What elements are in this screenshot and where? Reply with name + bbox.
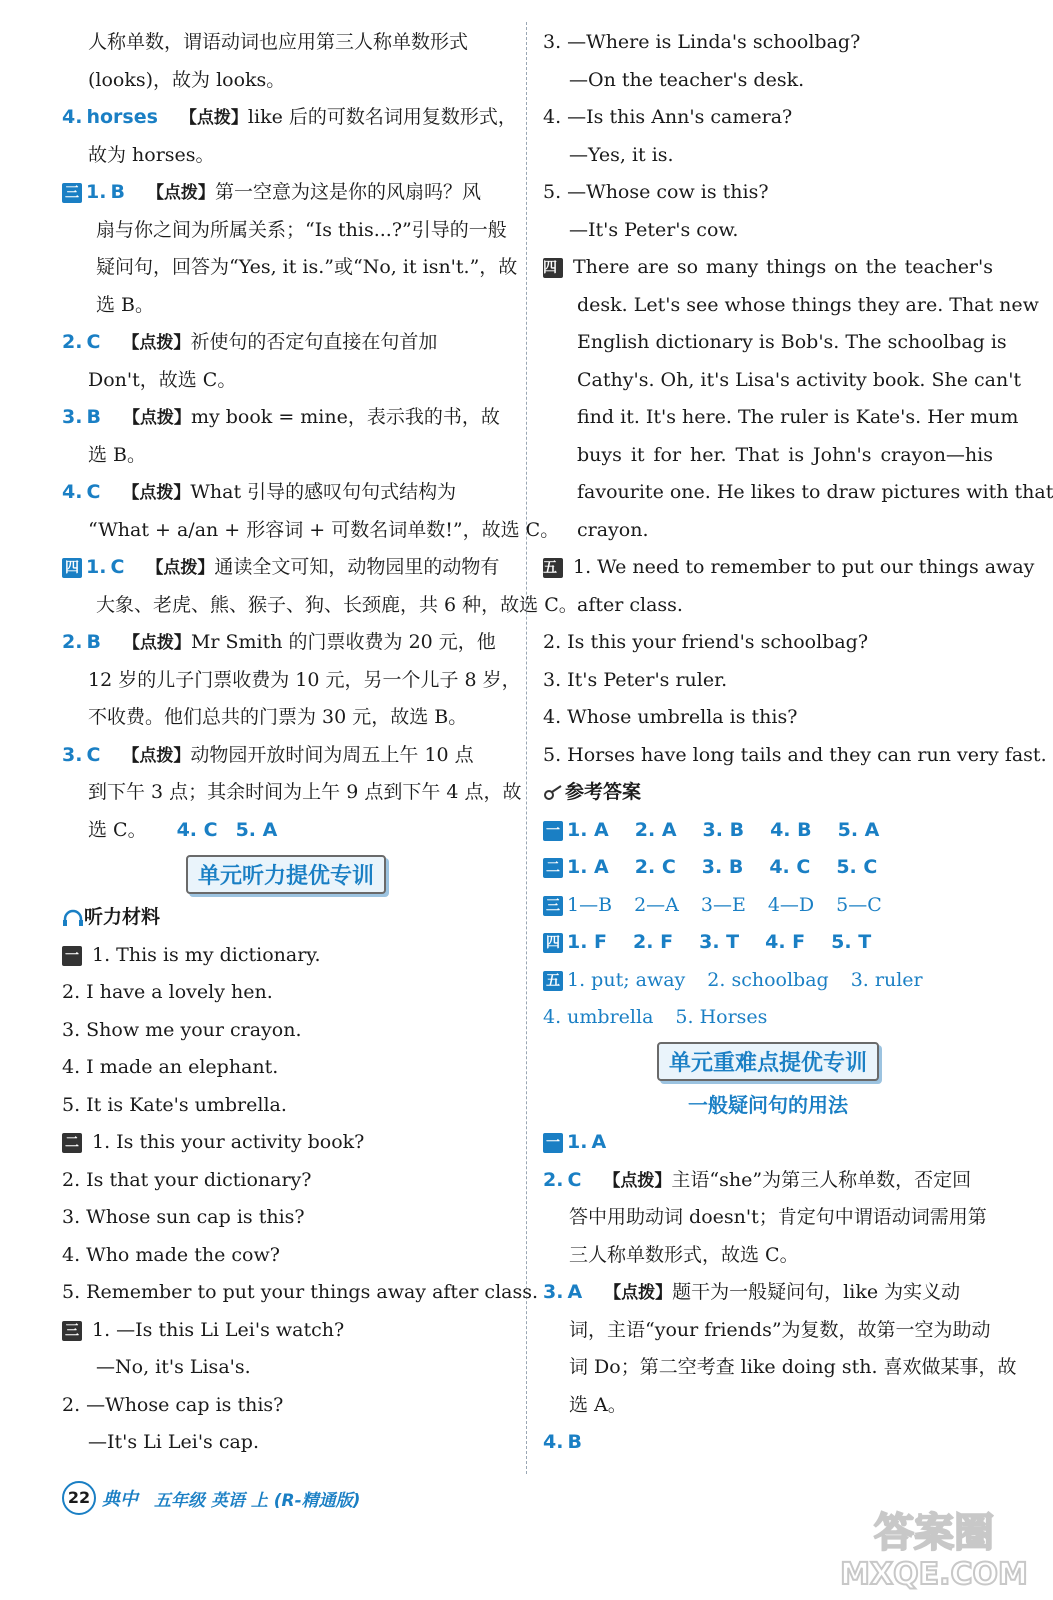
question-number: 1. [86, 181, 107, 203]
line-text: crayon. [577, 518, 649, 541]
line-text: 2. Is this your friend's schoolbag? [543, 631, 869, 653]
listening-line [543, 324, 1007, 362]
text-line [543, 1349, 1017, 1387]
listening-line [543, 624, 993, 662]
line-text: —Yes, it is. [569, 143, 674, 166]
line-text: 1. We need to remember to put our things away [573, 556, 1035, 578]
key-icon [543, 785, 565, 801]
section-banner: 单元听力提优专训 [186, 855, 386, 894]
text-line [543, 1124, 993, 1162]
section-badge: 五 [543, 971, 563, 991]
line-text: 3. Show me your crayon. [62, 1018, 302, 1041]
listening-line [62, 1049, 510, 1087]
line-text: What 引导的感叹句句式结构为 [190, 481, 457, 503]
section-badge: 三 [62, 183, 82, 203]
answer-row [543, 999, 993, 1037]
section-badge: 一 [543, 821, 563, 841]
question-number: 4. [543, 1431, 564, 1453]
answer-row [543, 962, 993, 1000]
line-text: 5. Horses have long tails and they can run very fast. [543, 743, 1047, 766]
line-text: 2. —Whose cap is this? [62, 1393, 284, 1416]
listening-line [62, 1124, 510, 1162]
listening-line [62, 1087, 510, 1125]
left-column [62, 24, 578, 1462]
listening-line [62, 937, 510, 975]
line-text: favourite one. He likes to draw pictures with that [577, 481, 1053, 503]
section-badge: 二 [62, 1133, 82, 1153]
listening-line [543, 474, 1053, 512]
line-text: 词 Do；第二空考查 like doing sth. 喜欢做某事，故 [569, 1356, 1017, 1378]
line-text: —It's Peter's cow. [569, 218, 739, 241]
line-text: 扇与你之间为所属关系；“Is this...?”引导的一般 [96, 218, 507, 241]
listening-line [62, 1162, 510, 1200]
line-text: “What + a/an + 形容词 + 可数名词单数!”，故选 C。 [88, 518, 560, 541]
answer-letter: A [591, 1131, 607, 1153]
line-text: my book = mine，表示我的书，故 [190, 406, 500, 428]
line-text: buys it for her. That is John's crayon—his [577, 443, 993, 466]
tip-label: 【点拨】 [604, 1283, 673, 1303]
answer-row [543, 812, 993, 850]
text-line [62, 812, 510, 850]
answer-item: 4. B [770, 818, 812, 841]
listening-line [543, 662, 993, 700]
watermark-top: 答案圈 [874, 1510, 994, 1556]
answer-item: 2. C [634, 856, 676, 878]
text-line [62, 324, 510, 362]
line-text: 词，主语“your friends”为复数，故第一空为助动 [569, 1318, 991, 1341]
tip-label: 【点拨】 [603, 1170, 672, 1191]
section-badge: 三 [543, 896, 563, 916]
listening-line [62, 1012, 510, 1050]
question-number: 1. [86, 556, 107, 578]
listening-line [543, 99, 993, 137]
watermark-logo [839, 1504, 1029, 1592]
line-text: 选 C。 [88, 818, 147, 841]
listening-title: 听力材料 [84, 906, 161, 928]
answer-row [543, 924, 993, 962]
answer-item: 1. F [567, 931, 608, 953]
line-text: —On the teacher's desk. [569, 68, 805, 91]
tip-label: 【点拨】 [122, 333, 191, 353]
line-text: 3. Whose sun cap is this? [62, 1206, 305, 1228]
listening-line [543, 174, 993, 212]
line-text: Mr Smith 的门票收费为 20 元，他 [190, 631, 496, 653]
line-text: 1. This is my dictionary. [92, 943, 321, 966]
answer-item: 3. B [702, 818, 745, 841]
tip-label: 【点拨】 [122, 408, 191, 428]
line-text: 3. It's Peter's ruler. [543, 668, 728, 691]
answer-item: 2. F [633, 931, 674, 953]
answer-letter: C [110, 556, 125, 578]
listening-line [62, 1274, 539, 1312]
line-text: 4. Whose umbrella is this? [543, 706, 798, 728]
answers-heading [543, 774, 993, 812]
listening-heading [62, 899, 510, 937]
listening-line [62, 974, 510, 1012]
line-text: 选 B。 [88, 443, 147, 466]
text-line [62, 24, 510, 62]
section-badge: 三 [62, 1321, 82, 1341]
answer-item: 4. C [769, 856, 811, 878]
answer-item: 2. A [634, 818, 677, 841]
line-text: 通读全文可知，动物园里的动物有 [214, 556, 500, 578]
answer-letter: C [86, 743, 101, 766]
text-line [62, 99, 517, 137]
line-text: 12 岁的儿子门票收费为 10 元，另一个儿子 8 岁， [88, 668, 521, 691]
book-title: 五年级 英语 上 (R-精通版) [154, 1490, 361, 1511]
section-badge: 四 [62, 558, 82, 578]
tip-label: 【点拨】 [122, 483, 191, 503]
text-line [62, 287, 510, 325]
listening-line [543, 137, 993, 175]
answer-item: 5. T [831, 931, 872, 953]
question-number: 2. [543, 1168, 564, 1191]
text-line [62, 62, 510, 100]
listening-line [543, 24, 993, 62]
listening-line [543, 437, 993, 475]
text-line [543, 1237, 993, 1275]
tip-label: 【点拨】 [146, 183, 215, 203]
tip-label: 【点拨】 [179, 108, 248, 128]
line-text: 2. I have a lovely hen. [62, 981, 273, 1003]
line-text: 选 B。 [96, 293, 155, 316]
answer-row [543, 887, 993, 925]
text-line [543, 1199, 993, 1237]
page-number: 22 [62, 1481, 96, 1515]
answer-item: 1. A [567, 818, 609, 841]
answer-item: 3—E [700, 893, 746, 916]
section-subtitle: 一般疑问句的用法 [688, 1092, 848, 1117]
text-line [62, 362, 510, 400]
text-line [62, 137, 510, 175]
answer-letter: C [86, 331, 101, 353]
text-line [543, 1387, 993, 1425]
section-badge: 四 [543, 258, 563, 278]
question-number: 3. [62, 406, 83, 428]
right-column [543, 24, 1053, 1462]
listening-line [62, 1199, 510, 1237]
section-badge: 一 [543, 1133, 563, 1153]
section-banner-wrap [62, 849, 510, 899]
answer-item: 4—D [767, 893, 815, 916]
listening-line [543, 362, 1022, 400]
listening-line [543, 737, 1047, 775]
text-line [543, 1424, 993, 1462]
section-badge: 一 [62, 946, 82, 966]
question-number: 2. [62, 631, 83, 653]
text-line [62, 174, 510, 212]
answers-title: 参考答案 [565, 781, 642, 803]
line-text: 动物园开放时间为周五上午 10 点 [190, 743, 474, 766]
line-text: after class. [577, 593, 683, 616]
section-badge: 二 [543, 858, 563, 878]
text-line [543, 1274, 993, 1312]
answer-item: 3. ruler [850, 968, 923, 991]
text-line [62, 737, 510, 775]
line-text: 三人称单数形式，故选 C。 [569, 1243, 799, 1266]
line-text: 主语“she”为第三人称单数，否定回 [671, 1168, 972, 1191]
line-text: desk. Let's see whose things they are. That new [577, 293, 1039, 316]
question-number: 2. [62, 331, 83, 353]
listening-line [62, 1424, 510, 1462]
watermark-bottom: MXQE.COM [840, 1557, 1028, 1592]
line-text: 第一空意为这是你的风扇吗？风 [214, 181, 481, 203]
listening-line [543, 62, 993, 100]
page-footer [62, 1480, 360, 1516]
question-number: 4. [62, 106, 83, 128]
line-text: find it. It's here. The ruler is Kate's. Her mum [577, 406, 1019, 428]
tip-label: 【点拨】 [122, 745, 191, 766]
listening-line [62, 1349, 510, 1387]
answer-item: 2—A [634, 893, 679, 916]
answer-item: 1. put; away [567, 968, 686, 991]
line-text: There are so many things on the teacher's [573, 256, 993, 278]
line-text: 大象、老虎、熊、猴子、狗、长颈鹿，共 6 种，故选 C。 [96, 593, 578, 616]
line-text: 1. —Is this Li Lei's watch? [92, 1318, 345, 1341]
line-text: 1. Is this your activity book? [92, 1131, 365, 1153]
listening-line [62, 1237, 510, 1275]
line-text: (looks)，故为 looks。 [88, 68, 286, 91]
text-line [62, 212, 510, 250]
listening-line [62, 1312, 510, 1350]
answer-item: 5. Horses [675, 1006, 768, 1028]
brand-logo: 典中 [102, 1489, 138, 1510]
line-text: 3. —Where is Linda's schoolbag? [543, 31, 861, 53]
listening-line [543, 512, 993, 550]
extra-answer: 4. C [176, 818, 218, 841]
text-line [62, 249, 518, 287]
line-text: English dictionary is Bob's. The schoolbag is [577, 331, 1007, 353]
line-text: 题干为一般疑问句，like 为实义动 [672, 1281, 961, 1303]
section-banner-2: 单元重难点提优专训 [657, 1042, 879, 1081]
question-number: 4. [62, 481, 83, 503]
answer-item: 4. F [765, 931, 806, 953]
text-line [62, 399, 510, 437]
answer-letter: B [86, 406, 101, 428]
line-text: 选 A。 [569, 1393, 627, 1416]
section-badge: 四 [543, 933, 563, 953]
question-number: 3. [543, 1281, 564, 1303]
text-line [62, 437, 510, 475]
line-text: like 后的可数名词用复数形式， [247, 106, 517, 128]
answer-letter: B [567, 1431, 582, 1453]
column-divider [526, 22, 527, 1474]
answer-letter: horses [86, 106, 158, 128]
listening-line [62, 1387, 510, 1425]
answer-item: 1—B [567, 893, 613, 916]
headphones-icon [62, 910, 84, 926]
listening-line [543, 212, 993, 250]
text-line [543, 1162, 993, 1200]
listening-line [543, 587, 993, 625]
listening-line [543, 399, 1019, 437]
answer-row [543, 849, 993, 887]
line-text: 祈使句的否定句直接在句首加 [190, 331, 438, 353]
line-text: 答中用助动词 doesn't；肯定句中谓语动词需用第 [569, 1206, 987, 1228]
line-text: 到下午 3 点；其余时间为上午 9 点到下午 4 点，故 [88, 781, 522, 803]
text-line [62, 549, 510, 587]
answer-item: 5. A [837, 818, 880, 841]
text-line [62, 512, 560, 550]
line-text: 故为 horses。 [88, 143, 215, 166]
answer-item: 1. A [567, 856, 609, 878]
answer-letter: C [567, 1168, 582, 1191]
answer-item: 5—C [836, 893, 882, 916]
listening-line [543, 287, 1039, 325]
text-line [62, 774, 522, 812]
line-text: 5. Remember to put your things away after class. [62, 1281, 539, 1303]
line-text: 2. Is that your dictionary? [62, 1168, 312, 1191]
listening-line [543, 549, 1035, 587]
listening-line [543, 249, 993, 287]
line-text: 不收费。他们总共的门票为 30 元，故选 B。 [88, 706, 468, 728]
line-text: Don't，故选 C。 [88, 368, 237, 391]
answer-item: 3. T [699, 931, 740, 953]
tip-label: 【点拨】 [146, 558, 215, 578]
section-banner-2-wrap [543, 1037, 993, 1087]
line-text: 5. It is Kate's umbrella. [62, 1093, 287, 1116]
line-text: 5. —Whose cow is this? [543, 181, 769, 203]
tip-label: 【点拨】 [122, 633, 191, 653]
listening-line [543, 699, 993, 737]
line-text: 4. —Is this Ann's camera? [543, 106, 793, 128]
section-badge: 五 [543, 558, 563, 578]
text-line [62, 662, 521, 700]
line-text: 疑问句，回答为“Yes, it is.”或“No, it isn't.”，故 [96, 256, 518, 278]
line-text: —No, it's Lisa's. [96, 1356, 251, 1378]
answer-item: 5. C [836, 856, 878, 878]
text-line [543, 1312, 993, 1350]
line-text: —It's Li Lei's cap. [88, 1431, 260, 1453]
text-line [62, 624, 510, 662]
answer-item: 3. B [701, 856, 744, 878]
line-text: 人称单数，谓语动词也应用第三人称单数形式 [88, 31, 469, 53]
answer-letter: C [86, 481, 101, 503]
line-text: 4. I made an elephant. [62, 1056, 279, 1078]
answer-letter: B [86, 631, 101, 653]
line-text: Cathy's. Oh, it's Lisa's activity book. She can't [577, 368, 1022, 391]
text-line [62, 587, 578, 625]
question-number: 3. [62, 743, 83, 766]
answer-letter: A [567, 1281, 583, 1303]
answer-item: 2. schoolbag [707, 968, 829, 991]
text-line [62, 699, 510, 737]
extra-answer: 5. A [235, 818, 278, 841]
answer-item: 4. umbrella [543, 1006, 654, 1028]
question-number: 1. [567, 1131, 588, 1153]
text-line [62, 474, 510, 512]
answer-letter: B [110, 181, 125, 203]
line-text: 4. Who made the cow? [62, 1243, 280, 1266]
